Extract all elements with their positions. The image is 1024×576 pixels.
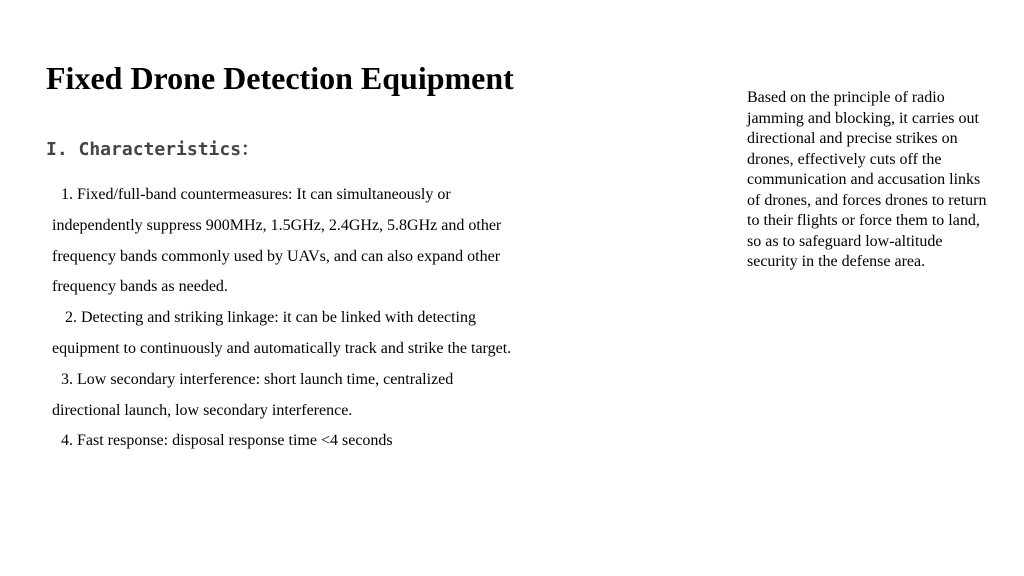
characteristic-item <box>52 426 522 457</box>
characteristic-text: Fast response: disposal response time <4 seconds <box>77 432 393 450</box>
characteristic-text: Detecting and striking linkage: it can be linked with detecting equipment to continuously and automatically track and strike the target. <box>52 309 512 357</box>
characteristics-list <box>52 180 522 457</box>
side-description: Based on the principle of radio jamming and blocking, it carries out directional and precise strikes on drones, effectively cuts off the communication and accusation links of drones, and forces drones to return to their flights or force them to land, so as to safeguard low-altitude security in the defense area. <box>747 89 987 270</box>
section-heading-characteristics: I. Characteristics： <box>46 139 260 160</box>
characteristic-text: Fixed/full-band countermeasures: It can simultaneously or independently suppress 900MHz, 1.5GHz, 2.4GHz, 5.8GHz and other frequency bands commonly used by UAVs, and can also expand other frequency bands as needed. <box>52 186 502 296</box>
characteristic-text: Low secondary interference: short launch time, centralized directional launch, low secondary interference. <box>52 370 454 419</box>
characteristic-number: 1. <box>61 186 73 203</box>
characteristic-number: 2. <box>65 309 77 327</box>
characteristic-item <box>52 365 522 427</box>
characteristic-number: 3. <box>61 370 73 388</box>
page-title: Fixed Drone Detection Equipment <box>46 60 514 96</box>
characteristic-item <box>52 303 522 365</box>
characteristic-item <box>52 180 522 303</box>
characteristic-number: 4. <box>61 432 73 450</box>
